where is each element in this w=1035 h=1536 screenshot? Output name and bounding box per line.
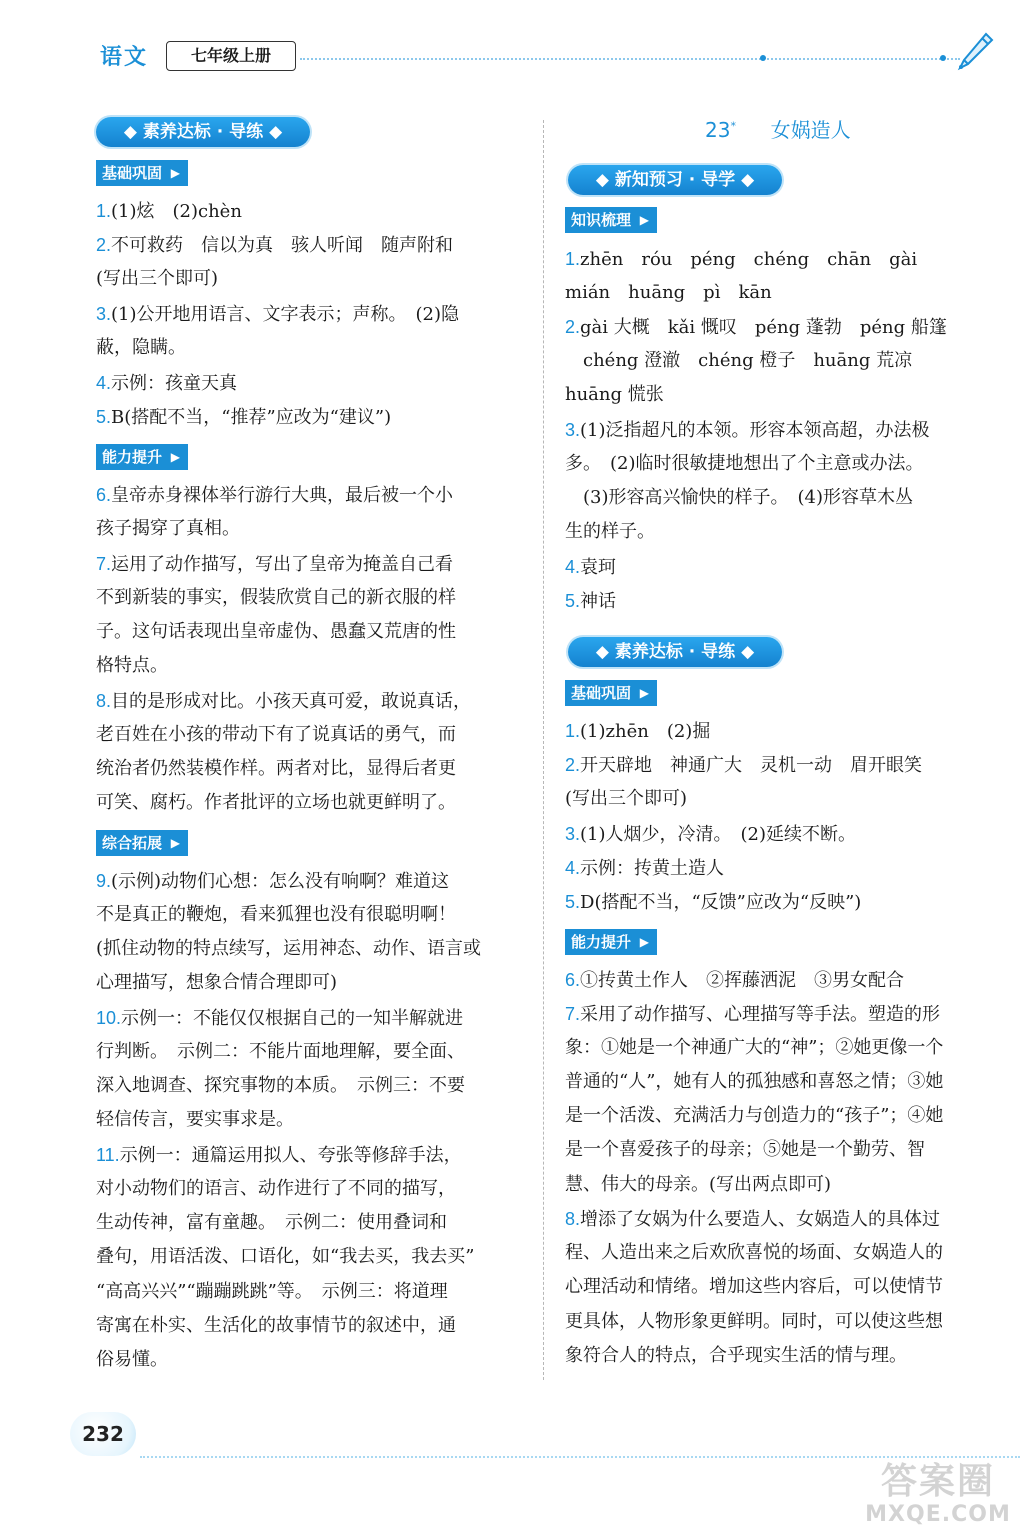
answer-text: zhēn róu péng chéng chān gài [580, 249, 918, 270]
answer-line [96, 932, 481, 966]
answer-line [565, 997, 940, 1031]
answer-text: 运用了动作描写，写出了皇帝为掩盖自己看 [111, 554, 454, 575]
answer-text: mián huāng pì kān [565, 282, 772, 303]
answer-line [565, 550, 616, 584]
answer-text: 行判断。 示例二：不能片面地理解，要全面、 [96, 1041, 465, 1062]
lesson-name: 女娲造人 [770, 118, 851, 142]
answer-text: 开天辟地 神通广大 灵机一动 眉开眼笑 [580, 755, 923, 776]
question-number: 5. [565, 892, 581, 912]
answer-line [565, 851, 724, 885]
answer-text: 示例：孩童天真 [111, 373, 238, 394]
question-number: 1. [565, 249, 581, 269]
answer-line [96, 1001, 463, 1035]
answer-text: 皇帝赤身裸体举行游行大典，最后被一个小 [111, 485, 454, 506]
answer-line [96, 1343, 168, 1377]
question-number: 4. [565, 557, 581, 577]
answer-line [565, 748, 922, 782]
answer-text: (3)形容高兴愉快的样子。 (4)形容草木丛 [565, 487, 913, 508]
answer-line [565, 1270, 943, 1304]
answer-text: 统治者仍然装模作样。两者对比，显得后者更 [96, 758, 456, 779]
answer-line [565, 310, 947, 344]
answer-text: 格特点。 [96, 655, 168, 676]
answer-line [96, 547, 453, 581]
answer-text: chéng 澄澈 chéng 橙子 huāng 荒凉 [565, 350, 913, 371]
pen-icon [952, 30, 996, 74]
answer-line [96, 1103, 294, 1137]
answer-line [96, 331, 186, 365]
question-number: 5. [565, 591, 581, 611]
answer-text: 采用了动作描写、心理描写等手法。塑造的形 [580, 1004, 941, 1025]
answer-text: 示例：抟黄土造人 [580, 858, 725, 879]
answer-line [565, 584, 616, 618]
answer-line [96, 1309, 456, 1343]
answer-line [96, 1172, 456, 1206]
answer-text: (1)泛指超凡的本领。形容本领高超，办法极 [580, 420, 930, 441]
question-number: 9. [96, 871, 112, 891]
answer-text: (1)人烟少，冷清。 (2)延续不断。 [580, 824, 857, 845]
answer-text: ①抟黄土作人 ②挥藤洒泥 ③男女配合 [580, 970, 905, 991]
answer-line [96, 684, 471, 718]
answer-line [96, 478, 453, 512]
answer-text: (示例)动物们心想：怎么没有响啊？难道这 [111, 871, 450, 892]
answer-text: 神话 [580, 591, 617, 612]
answer-text: huāng 慌张 [565, 384, 664, 405]
answer-text: 目的是形成对比。小孩天真可爱，敢说真话， [111, 691, 472, 712]
answer-text: 普通的“人”，她有人的孤独感和喜怒之情；③她 [565, 1071, 944, 1092]
answer-text: 增添了女娲为什么要造人、女娲造人的具体过 [580, 1209, 941, 1230]
answer-line [565, 481, 913, 515]
answer-line [96, 400, 391, 434]
answer-line [565, 1065, 943, 1099]
answer-line [565, 1202, 940, 1236]
question-number: 3. [96, 304, 112, 324]
tag-ability: 能力提升 ▶ [96, 444, 188, 470]
tag-basic: 基础巩固 ▶ [565, 680, 657, 706]
question-number: 2. [565, 317, 581, 337]
answer-line [96, 1035, 465, 1069]
answer-text: (抓住动物的特点续写，运用神态、动作、语言或 [96, 938, 482, 959]
header-divider [300, 58, 960, 60]
answer-text: 多。 (2)临时很敏捷地想出了个主意或办法。 [565, 453, 924, 474]
answer-text: (1)公开地用语言、文字表示；声称。 (2)隐 [111, 304, 460, 325]
answer-text: 孩子揭穿了真相。 [96, 518, 240, 539]
answer-line [565, 1031, 943, 1065]
column-divider [543, 120, 544, 1380]
answer-line [96, 786, 456, 820]
answer-text: 示例一：不能仅仅根据自己的一知半解就进 [121, 1008, 464, 1029]
answer-text: 生的样子。 [565, 521, 655, 542]
footer-divider [140, 1456, 1020, 1458]
question-number: 2. [96, 235, 112, 255]
question-number: 1. [565, 721, 581, 741]
section-title-practice: ◆ 素养达标 · 导练 ◆ [568, 637, 782, 667]
answer-line [565, 1133, 925, 1167]
answer-text: (1)炫 (2)chèn [111, 201, 242, 222]
lesson-mark: * [730, 119, 736, 133]
answer-line [96, 1206, 447, 1240]
question-number: 4. [565, 858, 581, 878]
answer-line [96, 864, 449, 898]
answer-line [96, 297, 459, 331]
answer-text: 轻信传言，要实事求是。 [96, 1109, 294, 1130]
tag-basic: 基础巩固 ▶ [96, 160, 188, 186]
answer-line [565, 885, 861, 919]
answer-text: 老百姓在小孩的带动下有了说真话的勇气，而 [96, 724, 456, 745]
header-dot [760, 55, 766, 61]
answer-line [565, 242, 917, 276]
answer-text: B(搭配不当，“推荐”应改为“建议”) [111, 407, 392, 428]
question-number: 8. [96, 691, 112, 711]
answer-line [96, 1069, 465, 1103]
question-number: 10. [96, 1008, 122, 1028]
answer-line [565, 378, 664, 412]
answer-line [96, 194, 242, 228]
question-number: 11. [96, 1145, 120, 1165]
subject-label: 语文 [100, 45, 149, 70]
answer-text: 不是真正的鞭炮，看来狐狸也没有很聪明啊！ [96, 904, 456, 925]
answer-text: 更具体，人物形象更鲜明。同时，可以使这些想 [565, 1311, 943, 1332]
answer-line [565, 714, 710, 748]
answer-line [565, 782, 687, 816]
answer-line [96, 1138, 462, 1172]
question-number: 2. [565, 755, 581, 775]
answer-text: 象：①她是一个神通广大的“神”；②她更像一个 [565, 1037, 944, 1058]
answer-line [96, 581, 456, 615]
question-number: 3. [565, 420, 581, 440]
answer-text: gài 大概 kǎi 慨叹 péng 蓬勃 péng 船篷 [580, 317, 947, 338]
answer-line [565, 344, 912, 378]
answer-text: 对小动物们的语言、动作进行了不同的描写， [96, 1178, 456, 1199]
answer-text: (写出三个即可) [96, 268, 219, 289]
answer-line [565, 1305, 943, 1339]
answer-text: 俗易懂。 [96, 1349, 168, 1370]
answer-line [565, 413, 930, 447]
answer-line [96, 228, 453, 262]
answer-line [96, 366, 237, 400]
question-number: 7. [96, 554, 112, 574]
answer-line [96, 718, 456, 752]
answer-line [565, 447, 924, 481]
answer-line [565, 276, 772, 310]
page-number: 232 [70, 1412, 136, 1456]
header-dot [940, 55, 946, 61]
answer-text: 示例一：通篇运用拟人、夸张等修辞手法， [119, 1145, 462, 1166]
page-header [0, 0, 1035, 90]
answer-text: (写出三个即可) [565, 788, 688, 809]
answer-text: D(搭配不当，“反馈”应改为“反映”) [580, 892, 862, 913]
grade-label: 七年级上册 [166, 41, 296, 71]
section-title-preview: ◆ 新知预习 · 导学 ◆ [568, 165, 782, 195]
question-number: 6. [96, 485, 112, 505]
answer-text: “高高兴兴”“蹦蹦跳跳”等。 示例三：将道理 [96, 1281, 448, 1302]
question-number: 7. [565, 1004, 581, 1024]
watermark-logo [848, 1462, 1028, 1528]
answer-text: 心理活动和情绪。增加这些内容后，可以使情节 [565, 1276, 943, 1297]
answer-text: 可笑、腐朽。作者批评的立场也就更鲜明了。 [96, 792, 456, 813]
answer-line [96, 752, 456, 786]
answer-line [96, 512, 240, 546]
answer-text: 生动传神，富有童趣。 示例二：使用叠词和 [96, 1212, 447, 1233]
tag-extension: 综合拓展 ▶ [96, 830, 188, 856]
question-number: 4. [96, 373, 112, 393]
answer-line [565, 1236, 943, 1270]
answer-text: 蔽，隐瞒。 [96, 337, 186, 358]
answer-text: 不可救药 信以为真 骇人听闻 随声附和 [111, 235, 454, 256]
answer-line [565, 1099, 943, 1133]
tag-knowledge: 知识梳理 ▶ [565, 207, 657, 233]
lesson-number: 23 [705, 118, 731, 142]
answer-text: 叠句，用语活泼、口语化，如“我去买，我去买” [96, 1246, 475, 1267]
answer-line [96, 1275, 448, 1309]
answer-text: 程、人造出来之后欢欣喜悦的场面、女娲造人的 [565, 1242, 943, 1263]
answer-text: 慧、伟大的母亲。(写出两点即可) [565, 1174, 832, 1195]
question-number: 6. [565, 970, 581, 990]
answer-text: 深入地调查、探究事物的本质。 示例三：不要 [96, 1075, 465, 1096]
answer-line [96, 262, 218, 296]
answer-line [565, 515, 655, 549]
answer-line [565, 963, 904, 997]
question-number: 1. [96, 201, 112, 221]
question-number: 3. [565, 824, 581, 844]
answer-text: (1)zhēn (2)掘 [580, 721, 711, 742]
tag-ability: 能力提升 ▶ [565, 929, 657, 955]
answer-text: 子。这句话表现出皇帝虚伪、愚蠢又荒唐的性 [96, 621, 456, 642]
answer-line [565, 1339, 907, 1373]
answer-line [96, 898, 456, 932]
answer-line [96, 1240, 474, 1274]
watermark-top: 答案圈 [880, 1461, 995, 1502]
answer-text: 象符合人的特点，合乎现实生活的情与理。 [565, 1345, 907, 1366]
question-number: 5. [96, 407, 112, 427]
answer-text: 是一个喜爱孩子的母亲；⑤她是一个勤劳、智 [565, 1139, 925, 1160]
answer-text: 心理描写，想象合情合理即可) [96, 972, 338, 993]
answer-text: 寄寓在朴实、生活化的故事情节的叙述中，通 [96, 1315, 456, 1336]
answer-line [96, 966, 337, 1000]
lesson-title [705, 114, 851, 143]
answer-text: 不到新装的事实，假装欣赏自己的新衣服的样 [96, 587, 456, 608]
answer-text: 是一个活泼、充满活力与创造力的“孩子”；④她 [565, 1105, 944, 1126]
answer-line [565, 817, 856, 851]
answer-line [96, 649, 168, 683]
answer-line [96, 615, 456, 649]
answer-line [565, 1168, 831, 1202]
section-title-practice: ◆ 素养达标 · 导练 ◆ [96, 117, 310, 147]
watermark-bottom: MXQE.COM [865, 1502, 1011, 1527]
question-number: 8. [565, 1209, 581, 1229]
answer-text: 袁珂 [580, 557, 617, 578]
